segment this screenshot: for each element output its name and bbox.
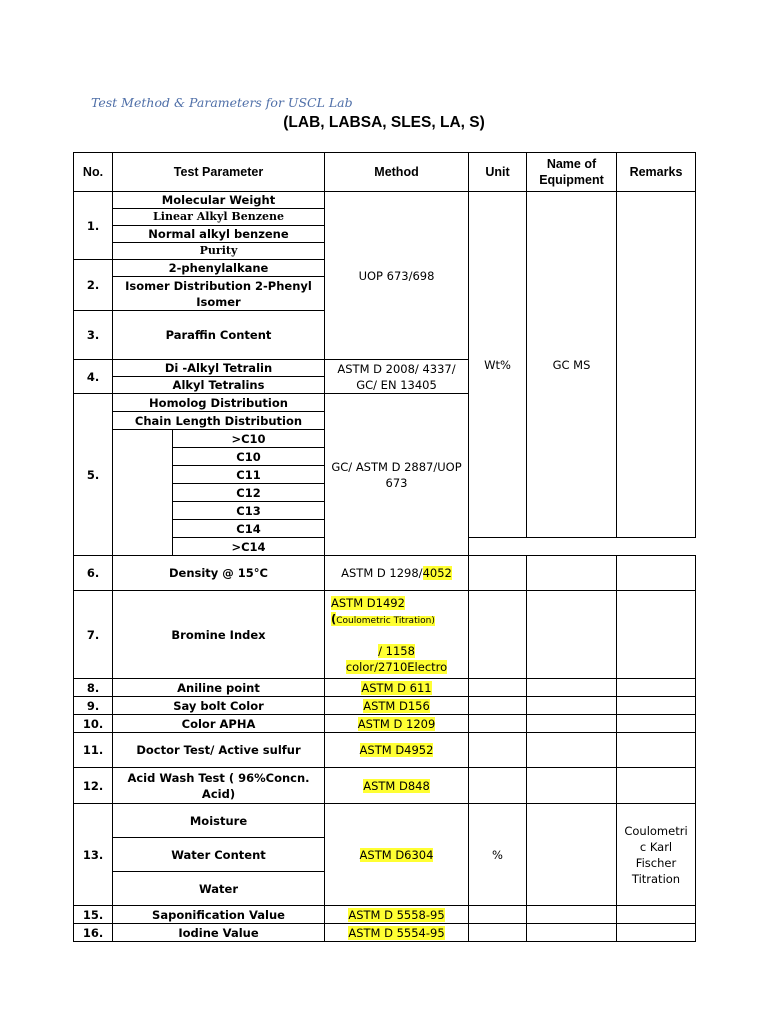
remarks-cell — [617, 192, 696, 538]
param-cell: Bromine Index — [113, 591, 325, 679]
unit-cell — [469, 679, 527, 697]
method-cell — [325, 556, 469, 591]
table-row — [74, 924, 696, 942]
remarks-line: Coulometri — [624, 823, 688, 838]
row-number: 1. — [74, 192, 113, 260]
param-cell: Normal alkyl benzene — [113, 226, 325, 243]
header-row — [74, 153, 696, 192]
method-line: GC/ EN 13405 — [356, 377, 437, 392]
sub-param-cell: C11 — [173, 466, 325, 484]
method-cell — [325, 394, 469, 556]
header-unit: Unit — [469, 153, 527, 192]
remarks-line: c Karl — [639, 839, 673, 854]
header-no: No. — [74, 153, 113, 192]
table-row — [74, 906, 696, 924]
document-subtitle: Test Method & Parameters for USCL Lab — [91, 95, 353, 110]
unit-cell — [469, 556, 527, 591]
equipment-cell — [527, 556, 617, 591]
header-equipment — [527, 153, 617, 192]
method-cell: UOP 673/698 — [325, 192, 469, 360]
row-number: 8. — [74, 679, 113, 697]
unit-cell — [469, 733, 527, 768]
equipment-cell — [527, 733, 617, 768]
header-equipment-line2: Equipment — [539, 173, 604, 187]
row-number: 3. — [74, 311, 113, 360]
method-highlight: ASTM D 5554-95 — [348, 925, 445, 940]
table-row — [74, 556, 696, 591]
method-cell — [325, 697, 469, 715]
param-cell: Moisture — [113, 804, 325, 838]
remarks-cell — [617, 715, 696, 733]
param-cell: Say bolt Color — [113, 697, 325, 715]
param-cell: Acid Wash Test ( 96%Concn. Acid) — [113, 768, 325, 804]
row-number: 12. — [74, 768, 113, 804]
method-cell — [325, 591, 469, 679]
test-methods-table — [73, 152, 696, 942]
param-cell: Doctor Test/ Active sulfur — [113, 733, 325, 768]
unit-cell — [469, 697, 527, 715]
method-highlight: ASTM D1492 — [331, 595, 405, 610]
remarks-line: Titration — [631, 871, 681, 886]
sub-param-cell: >C14 — [173, 538, 325, 556]
row-number: 15. — [74, 906, 113, 924]
table-row — [74, 733, 696, 768]
param-cell: Saponification Value — [113, 906, 325, 924]
method-cell — [325, 733, 469, 768]
method-cell — [325, 804, 469, 906]
unit-cell — [469, 906, 527, 924]
table-row — [74, 591, 696, 679]
method-line: ASTM D 2008/ 4337/ — [337, 361, 456, 376]
param-cell: Water Content — [113, 838, 325, 872]
table-row — [74, 768, 696, 804]
param-cell: 2-phenylalkane — [113, 260, 325, 277]
sub-param-cell: >C10 — [173, 430, 325, 448]
method-highlight: ASTM D848 — [363, 778, 430, 793]
row-number: 7. — [74, 591, 113, 679]
equipment-cell — [527, 768, 617, 804]
param-cell: Color APHA — [113, 715, 325, 733]
table-row — [74, 192, 696, 209]
method-highlight: ASTM D 5558-95 — [348, 907, 445, 922]
row-number: 6. — [74, 556, 113, 591]
row-number: 9. — [74, 697, 113, 715]
param-cell: Water — [113, 872, 325, 906]
method-highlight: 4052 — [422, 566, 452, 580]
param-cell: Iodine Value — [113, 924, 325, 942]
unit-cell — [469, 591, 527, 679]
param-cell: Linear Alkyl Benzene — [113, 209, 325, 226]
method-highlight: ASTM D4952 — [359, 743, 434, 757]
row-number: 11. — [74, 733, 113, 768]
param-cell: Aniline point — [113, 679, 325, 697]
row-number: 2. — [74, 260, 113, 311]
sub-param-cell: C12 — [173, 484, 325, 502]
sub-param-cell: C14 — [173, 520, 325, 538]
method-highlight: / 1158 — [378, 643, 415, 658]
remarks-cell — [617, 556, 696, 591]
method-highlight: ASTM D156 — [363, 698, 430, 713]
table-row — [74, 715, 696, 733]
sub-param-cell: C13 — [173, 502, 325, 520]
header-remarks: Remarks — [617, 153, 696, 192]
unit-cell: % — [469, 804, 527, 906]
table-row — [74, 679, 696, 697]
method-line: GC/ ASTM D 2887/UOP — [331, 459, 462, 474]
remarks-cell — [617, 906, 696, 924]
method-cell — [325, 360, 469, 394]
row-number: 4. — [74, 360, 113, 394]
param-cell: Alkyl Tetralins — [113, 377, 325, 394]
table-row — [74, 697, 696, 715]
param-cell: Purity — [113, 243, 325, 260]
remarks-cell — [617, 679, 696, 697]
remarks-line: Fischer — [635, 855, 677, 870]
method-highlight: ASTM D 611 — [361, 680, 432, 695]
sub-param-cell: C10 — [173, 448, 325, 466]
document-title: (LAB, LABSA, SLES, LA, S) — [283, 114, 485, 131]
param-cell: Isomer Distribution 2-Phenyl Isomer — [113, 277, 325, 311]
method-cell — [325, 768, 469, 804]
remarks-cell — [617, 924, 696, 942]
unit-cell — [469, 768, 527, 804]
method-text: ASTM D 1298/ — [341, 566, 423, 580]
equipment-cell — [527, 679, 617, 697]
equipment-cell — [527, 924, 617, 942]
header-equipment-line1: Name of — [546, 157, 597, 171]
remarks-cell — [617, 733, 696, 768]
remarks-cell — [617, 804, 696, 906]
equipment-cell — [527, 804, 617, 906]
equipment-cell — [527, 906, 617, 924]
method-highlight: Coulometric Titration) — [336, 615, 435, 626]
equipment-cell: GC MS — [527, 192, 617, 538]
param-cell: Homolog Distribution — [113, 394, 325, 412]
param-cell: Molecular Weight — [113, 192, 325, 209]
remarks-cell — [617, 697, 696, 715]
equipment-cell — [527, 715, 617, 733]
param-cell: Paraffin Content — [113, 311, 325, 360]
param-cell: Di -Alkyl Tetralin — [113, 360, 325, 377]
method-cell — [325, 715, 469, 733]
table-row — [74, 804, 696, 838]
row-number: 5. — [74, 394, 113, 556]
equipment-cell — [527, 697, 617, 715]
header-method: Method — [325, 153, 469, 192]
method-cell — [325, 924, 469, 942]
equipment-cell — [527, 591, 617, 679]
row-number: 16. — [74, 924, 113, 942]
unit-cell — [469, 924, 527, 942]
param-cell: Chain Length Distribution — [113, 412, 325, 430]
method-highlight: ASTM D6304 — [359, 847, 434, 862]
row-number: 10. — [74, 715, 113, 733]
remarks-cell — [617, 768, 696, 804]
empty-cell — [113, 430, 173, 556]
method-line: 673 — [385, 475, 408, 490]
method-cell — [325, 906, 469, 924]
method-cell — [325, 679, 469, 697]
method-highlight: ( — [331, 611, 337, 626]
unit-cell: Wt% — [469, 192, 527, 538]
remarks-cell — [617, 591, 696, 679]
param-cell: Density @ 15°C — [113, 556, 325, 591]
method-highlight: color/2710Electro — [345, 659, 448, 674]
header-test-parameter: Test Parameter — [113, 153, 325, 192]
row-number: 13. — [74, 804, 113, 906]
method-highlight: ASTM D 1209 — [357, 716, 436, 731]
unit-cell — [469, 715, 527, 733]
